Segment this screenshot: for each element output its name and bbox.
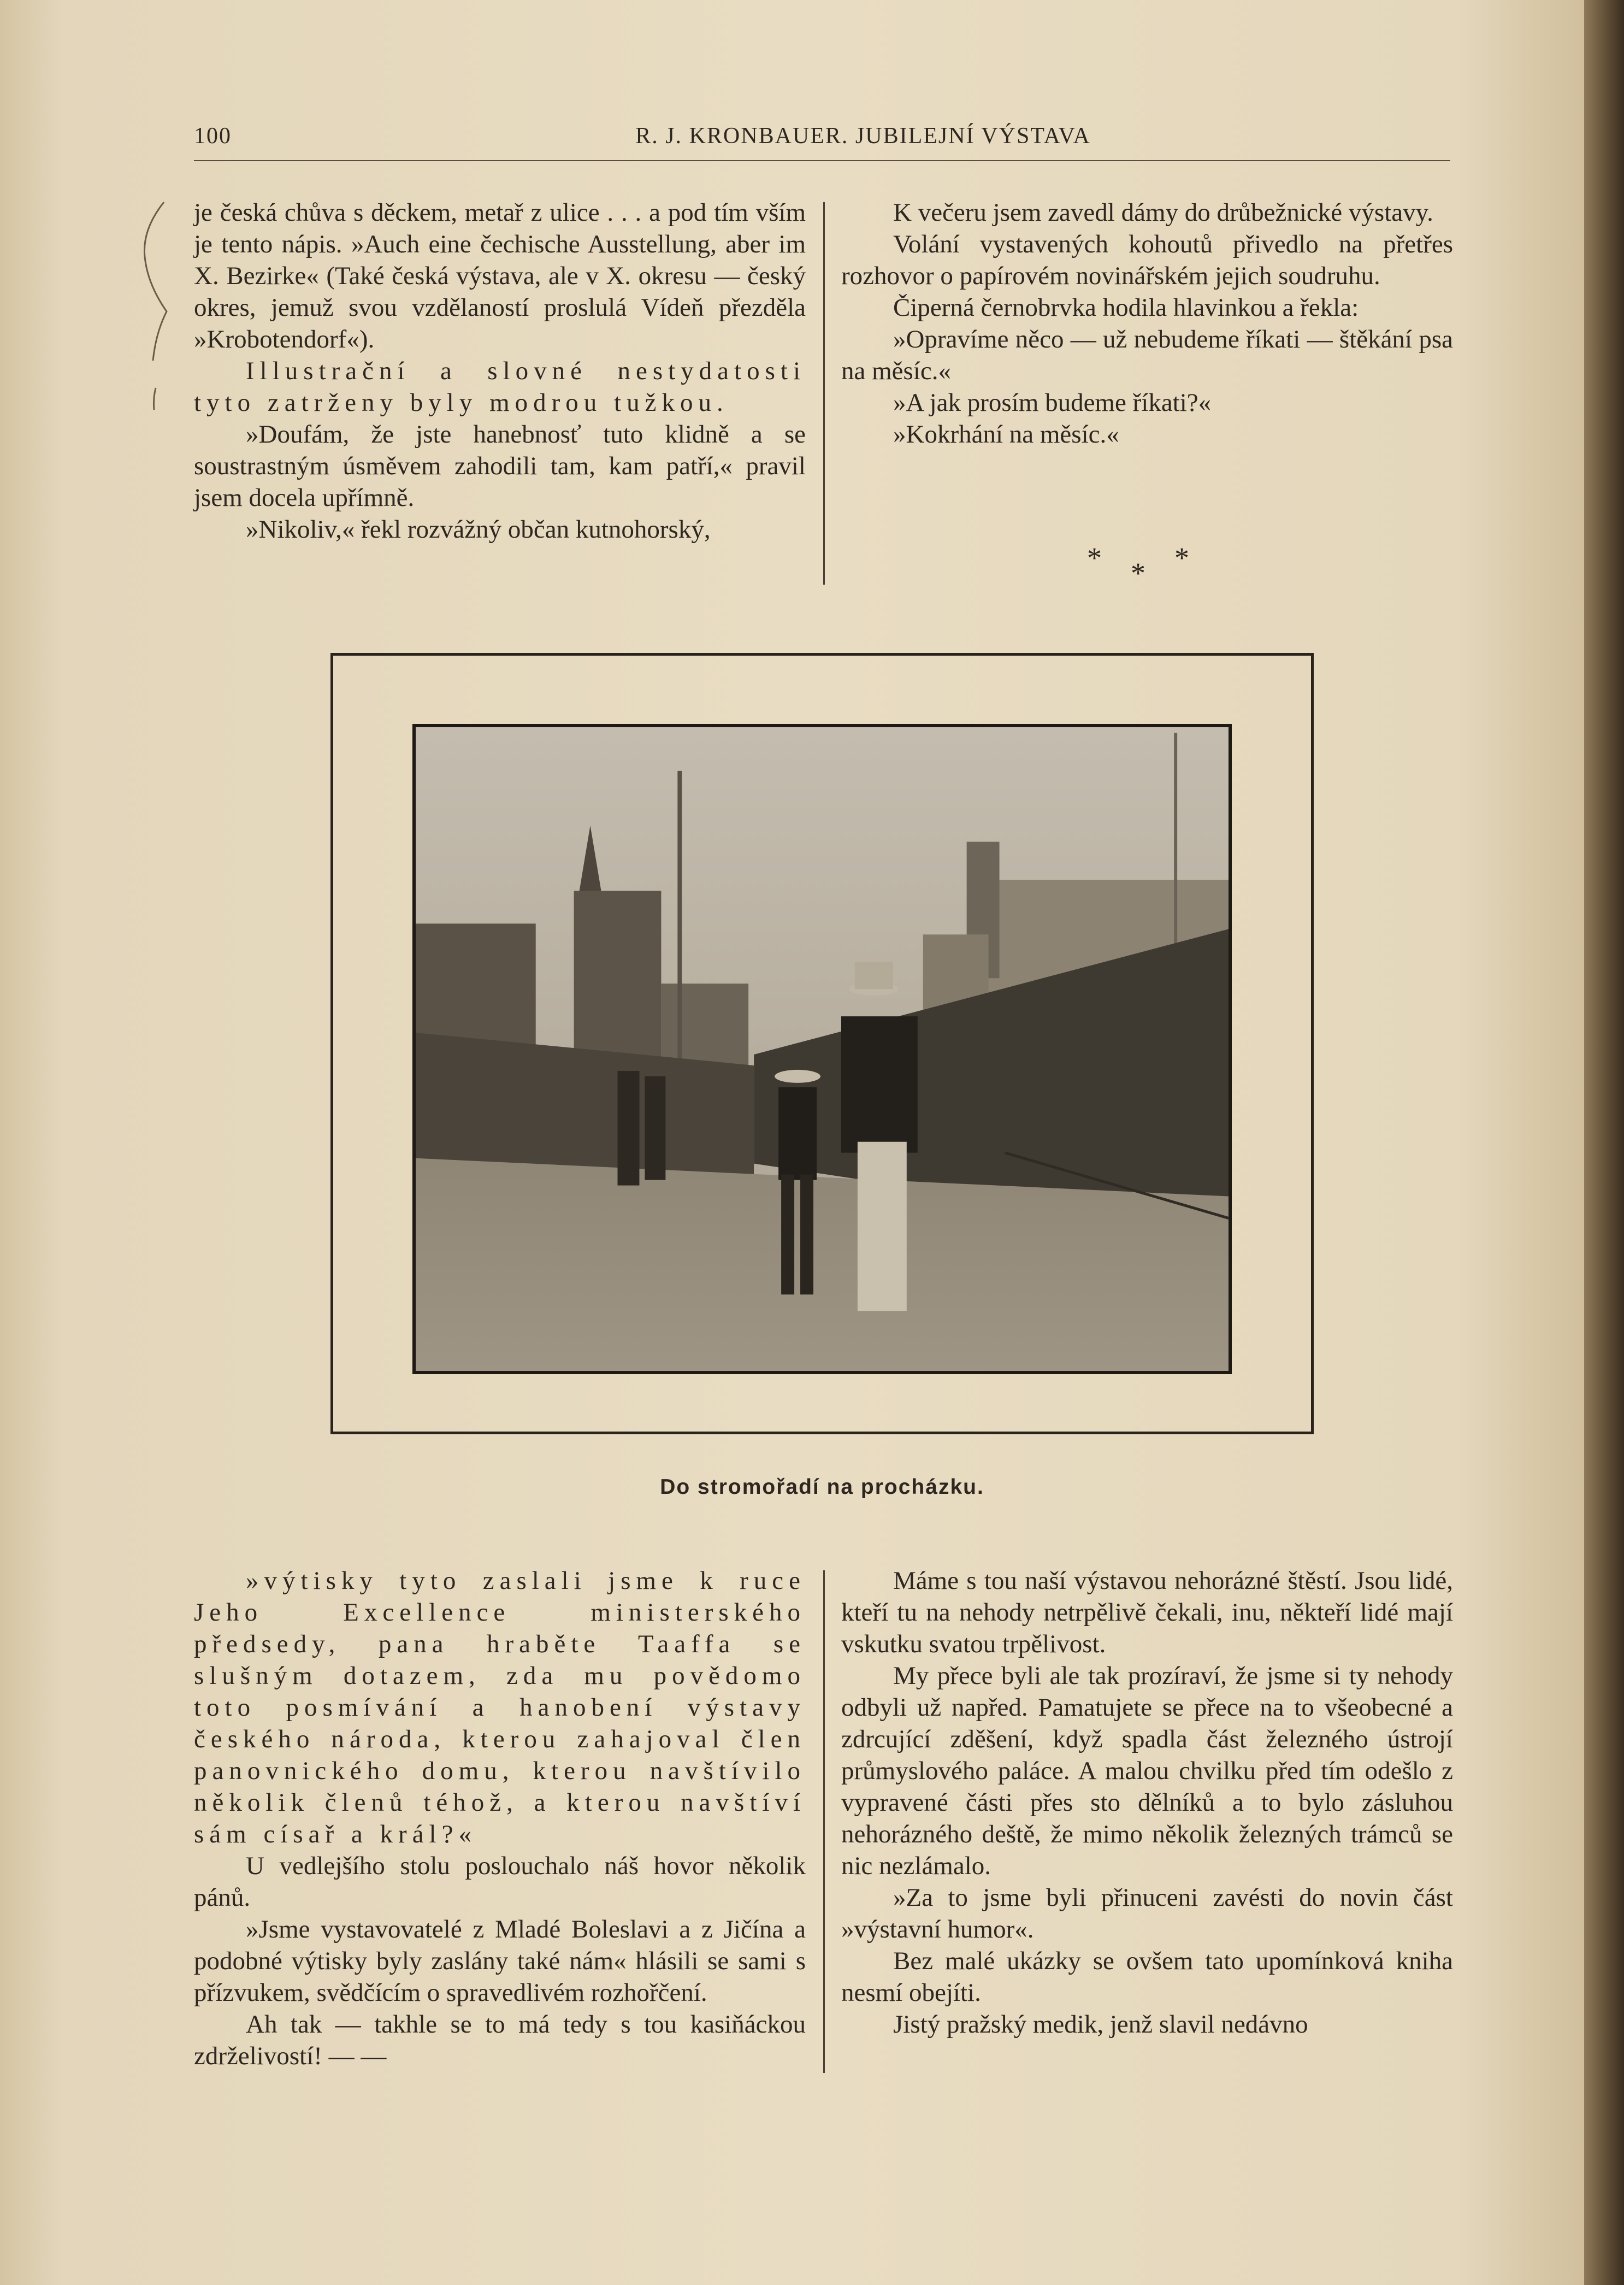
paragraph: je česká chůva s děckem, metař z ulice . . . a pod tím vším je tento nápis. »Auch eine čechische Ausstellung, aber im X. Bezirke« (Také česká výstava, ale v X. okresu — český okres, jemuž svou vzdělaností proslulá Vídeň přezděla »Krobotendorf«). bbox=[194, 198, 806, 354]
paragraph: »výtisky tyto zaslali jsme k ruce Jeho Excellence ministerského předsedy, pana hraběte Taaffa se slušným dotazem, zda mu povědomo toto posmívání a hanobení výstavy českého národa, kterou zahajoval člen panovnického domu, kterou navštívilo několik členů téhož, a kterou navštíví sám císař a král?« bbox=[194, 1566, 806, 1848]
page-header bbox=[194, 117, 1450, 156]
figure-photo bbox=[412, 724, 1232, 1374]
paragraph: Máme s tou naší výstavou nehorázné štěstí. Jsou lidé, kteří tu na nehody netrpělivě čekali, inu, někteří lidé mají vskutku svatou trpělivost. bbox=[841, 1566, 1453, 1658]
bottom-left-column bbox=[194, 1565, 806, 2072]
paragraph: Bez malé ukázky se ovšem tato upomínková kniha nesmí obejíti. bbox=[841, 1947, 1453, 2007]
running-title: R. J. KRONBAUER. JUBILEJNÍ VÝSTAVA bbox=[635, 123, 1091, 149]
header-rule bbox=[194, 160, 1450, 161]
page-number: 100 bbox=[194, 123, 232, 149]
paragraph: Volání vystavených kohoutů přivedlo na přetřes rozhovor o papírovém novinářském jejich soudruhu. bbox=[841, 230, 1453, 290]
column-rule bbox=[823, 202, 825, 585]
paragraph: »Za to jsme byli přinuceni zavésti do novin část »výstavní humor«. bbox=[841, 1883, 1453, 1944]
section-star: * bbox=[1174, 541, 1189, 574]
bottom-right-column bbox=[841, 1565, 1453, 2040]
paragraph: Illustrační a slovné nestydatosti tyto zatrženy byly modrou tužkou. bbox=[194, 357, 806, 417]
paragraph: Čiperná černobrvka hodila hlavinkou a řekla: bbox=[893, 293, 1359, 322]
column-rule bbox=[823, 1570, 825, 2073]
paragraph: »A jak prosím budeme říkati?« bbox=[893, 388, 1212, 417]
paragraph: »Nikoliv,« řekl rozvážný občan kutnohorský, bbox=[246, 515, 711, 544]
margin-pencil-mark bbox=[131, 197, 175, 426]
paragraph: U vedlejšího stolu poslouchalo náš hovor několik pánů. bbox=[194, 1852, 806, 1912]
paragraph: My přece byli ale tak prozíraví, že jsme si ty nehody odbyli už napřed. Pamatujete se přece na to všeobecné a zdrcující zděšení, když spadla část železného ústrojí průmyslového paláce. A malou chvilku před tím odešlo z vypravené části přes sto dělníků a to bylo zásluhou nehorázného deště, že mimo několik železných trámců se nic nezlámalo. bbox=[841, 1662, 1453, 1880]
section-star: * bbox=[1087, 541, 1102, 574]
section-star: * bbox=[1131, 557, 1145, 590]
paragraph: K večeru jsem zavedl dámy do drůbežnické výstavy. bbox=[893, 198, 1433, 227]
paragraph: »Kokrhání na měsíc.« bbox=[893, 420, 1119, 449]
figure-caption: Do stromořadí na procházku. bbox=[660, 1475, 984, 1499]
paragraph: »Opravíme něco — už nebudeme říkati — štěkání psa na měsíc.« bbox=[841, 325, 1453, 385]
top-right-column bbox=[841, 197, 1453, 450]
paragraph: »Jsme vystavovatelé z Mladé Boleslavi a z Jičína a podobné výtisky byly zaslány také nám« hlásili se sami s přízvukem, svědčícím o spravedlivém rozhořčení. bbox=[194, 1915, 806, 2007]
paragraph: Jistý pražský medik, jenž slavil nedávno bbox=[893, 2010, 1308, 2039]
paragraph: »Doufám, že jste hanebnosť tuto klidně a se soustrastným úsměvem zahodili tam, kam patří,« pravil jsem docela upřímně. bbox=[194, 420, 806, 512]
paragraph: Ah tak — takhle se to má tedy s tou kasiňáckou zdrželivostí! — — bbox=[194, 2010, 806, 2070]
book-spine-edge bbox=[1584, 0, 1624, 2285]
top-left-column bbox=[194, 197, 806, 545]
section-break bbox=[1087, 541, 1196, 590]
exhibition-photo bbox=[416, 727, 1229, 1371]
